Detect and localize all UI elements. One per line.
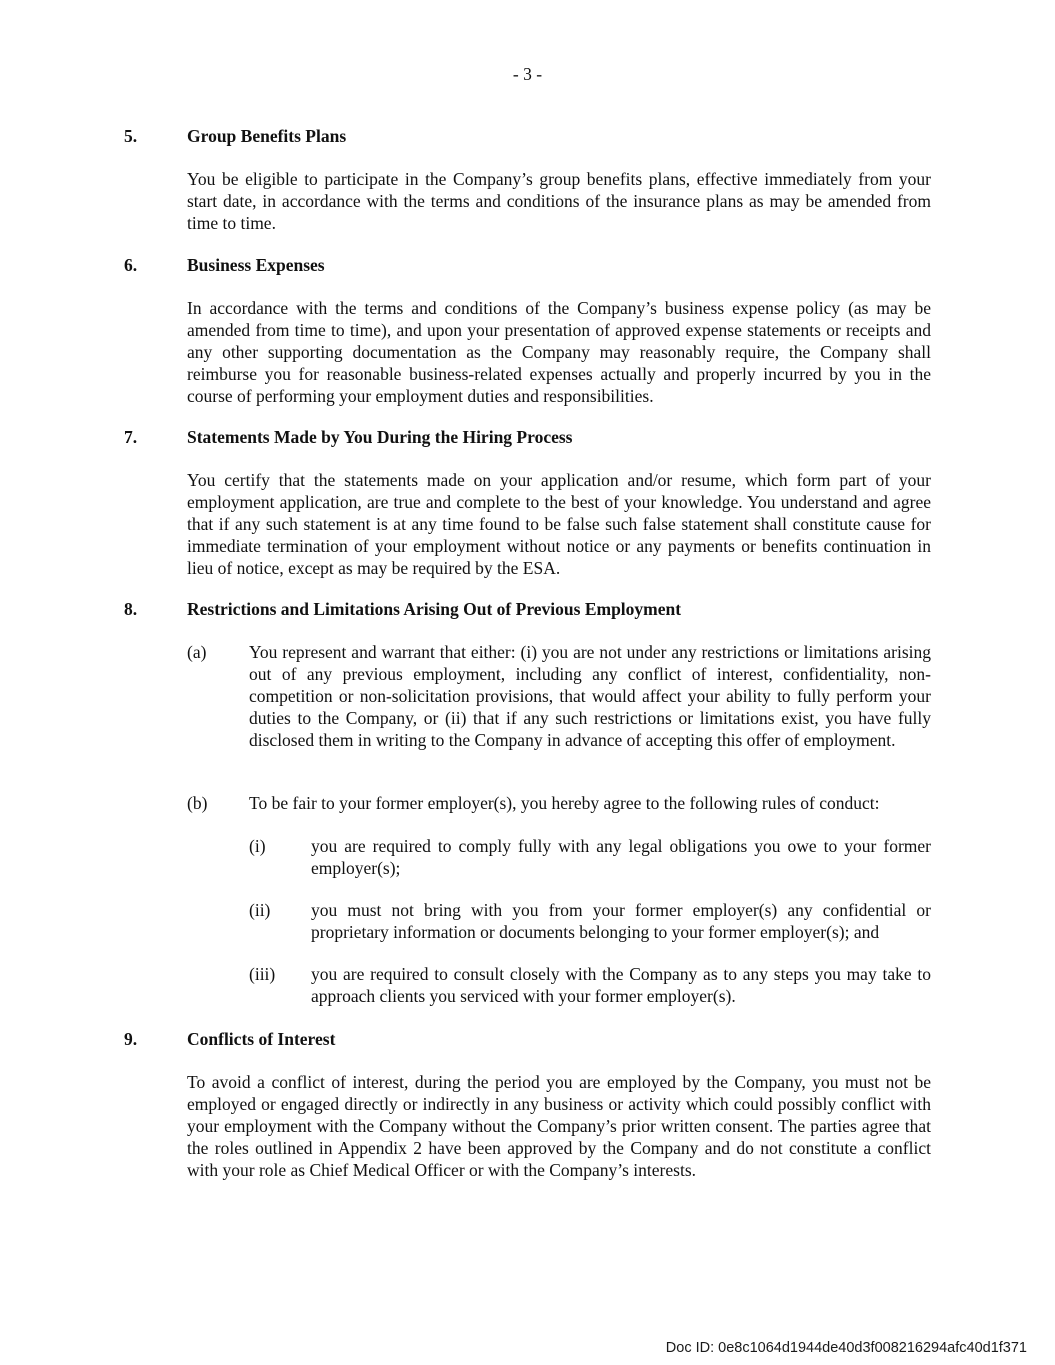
section-heading xyxy=(0,254,1055,276)
section-heading xyxy=(0,125,1055,147)
section-title: Conflicts of Interest xyxy=(187,1029,336,1049)
section-heading xyxy=(0,598,1055,620)
section-heading xyxy=(0,1028,1055,1050)
page-number: - 3 - xyxy=(512,64,543,84)
section-body: You be eligible to participate in the Company’s group benefits plans, effective immediately from your start date, in accordance with the terms and conditions of the insurance plans as may be amended from time to time. xyxy=(187,169,931,233)
sub-item-text: you are required to comply fully with any legal obligations you owe to your former employer(s); xyxy=(311,836,931,878)
item-label: (b) xyxy=(187,793,208,813)
section-number: 7. xyxy=(124,427,138,447)
section-5 xyxy=(0,125,1055,233)
sub-item-text: you must not bring with you from your former employer(s) any confidential or proprietary information or documents belonging to your former employer(s); and xyxy=(311,900,931,942)
doc-id: Doc ID: 0e8c1064d1944de40d3f008216294afc40d1f371 xyxy=(665,1340,1027,1356)
section-title: Group Benefits Plans xyxy=(187,126,347,146)
section-number: 8. xyxy=(124,599,138,619)
section-9 xyxy=(0,1028,1055,1180)
section-number: 9. xyxy=(124,1029,138,1049)
section-7 xyxy=(0,426,1055,578)
section-body: In accordance with the terms and conditions of the Company’s business expense policy (as may be amended from time to time), and upon your presentation of approved expense statements or receipts and any other supporting documentation as the Company may reasonably require, the Company shall reimburse you for reasonable business-related expenses actually and properly incurred by you in the course of performing your employment duties and responsibilities. xyxy=(187,298,931,406)
section-number: 5. xyxy=(124,126,138,146)
section-title: Restrictions and Limitations Arising Out of Previous Employment xyxy=(187,599,682,619)
section-body: To avoid a conflict of interest, during the period you are employed by the Company, you must not be employed or engaged directly or indirectly in any business or activity which could possibly conflict with your employment with the Company without the Company’s prior written consent. The parties agree that the roles outlined in Appendix 2 have been approved by the Company and do not constitute a conflict with your role as Chief Medical Officer or with the Company’s interests. xyxy=(187,1072,931,1180)
sub-item-label: (i) xyxy=(249,836,266,856)
section-title: Business Expenses xyxy=(187,255,325,275)
sub-item-label: (iii) xyxy=(249,964,276,984)
sub-item-label: (ii) xyxy=(249,900,271,920)
section-body: You certify that the statements made on your application and/or resume, which form part of your employment application, are true and complete to the best of your knowledge. You understand and agree that if any such statement is at any time found to be false such false statement shall constitute cause for immediate termination of your employment without notice or any payments or benefits continuation in lieu of notice, except as may be required by the ESA. xyxy=(187,470,931,578)
section-8 xyxy=(0,598,1055,1006)
section-title: Statements Made by You During the Hiring Process xyxy=(187,427,573,447)
item-label: (a) xyxy=(187,642,207,662)
sub-item-text: you are required to consult closely with the Company as to any steps you may take to approach clients you serviced with your former employer(s). xyxy=(311,964,931,1006)
item-text: To be fair to your former employer(s), you hereby agree to the following rules of conduct: xyxy=(249,793,880,813)
section-heading xyxy=(0,426,1055,448)
section-number: 6. xyxy=(124,255,138,275)
item-text: You represent and warrant that either: (i) you are not under any restrictions or limitations arising out of any previous employment, including any conflict of interest, confidentiality, non-competition or non-solicitation provisions, that would affect your ability to fully perform your duties to the Company, or (ii) that if any such restrictions or limitations exist, you have fully disclosed them in writing to the Company in advance of accepting this offer of employment. xyxy=(249,642,931,750)
section-6 xyxy=(0,254,1055,406)
